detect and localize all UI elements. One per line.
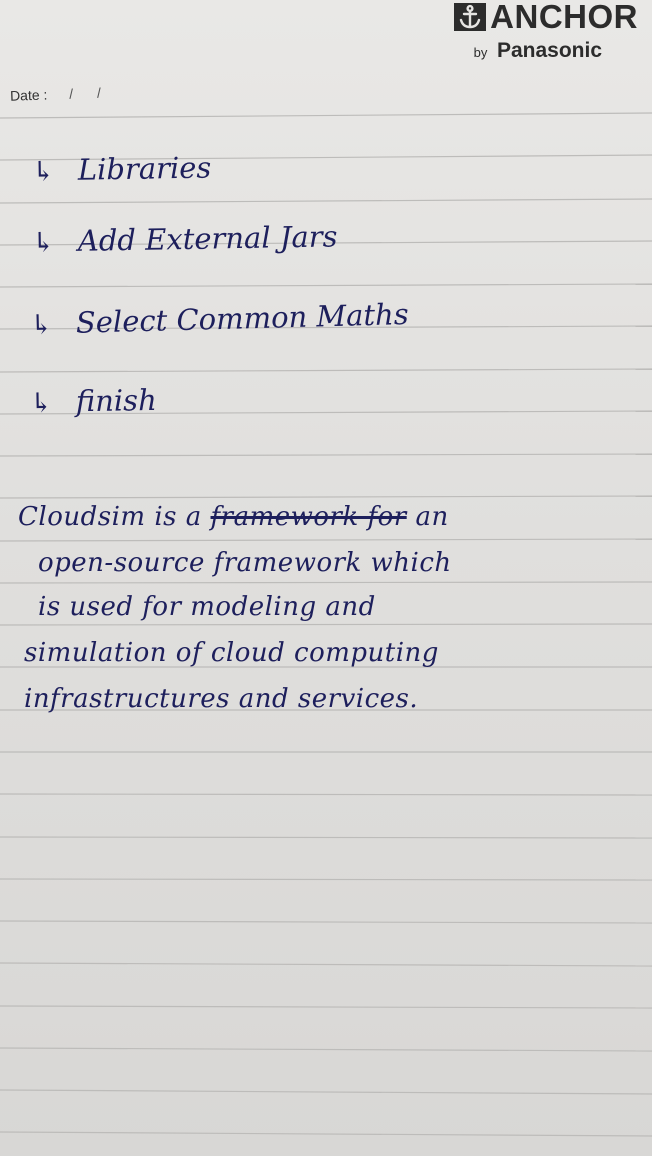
step-arrow-icon: ↳ <box>31 156 55 188</box>
paragraph-line: is used for modeling and <box>38 592 376 622</box>
paragraph-line: open-source framework which <box>38 548 452 578</box>
brand-header <box>454 0 638 64</box>
brand-row <box>454 0 638 34</box>
step-item <box>32 219 338 258</box>
date-label: Date : <box>9 86 48 104</box>
date-value: / / <box>68 84 112 102</box>
paragraph-line1-end: an <box>415 502 449 532</box>
step-arrow-icon: ↳ <box>31 227 55 259</box>
anchor-icon <box>454 3 486 31</box>
step-item <box>30 383 157 419</box>
step-text: Add External Jars <box>77 219 338 258</box>
step-arrow-icon: ↳ <box>29 309 54 341</box>
brand-subtitle <box>454 40 602 64</box>
paragraph-line: infrastructures and services. <box>24 684 419 714</box>
paragraph-line: simulation of cloud computing <box>24 638 439 668</box>
step-arrow-icon: ↳ <box>29 387 53 420</box>
brand-by: by <box>473 45 488 60</box>
step-text: Libraries <box>77 150 212 187</box>
paragraph-line1-start: Cloudsim is a <box>18 502 202 532</box>
step-text: finish <box>75 382 157 419</box>
struck-text: framework for <box>210 502 407 532</box>
brand-name: ANCHOR <box>490 0 638 35</box>
brand-maker: Panasonic <box>496 39 602 62</box>
paragraph-line <box>18 502 449 532</box>
step-item <box>32 150 212 187</box>
step-text: Select Common Maths <box>75 297 410 340</box>
